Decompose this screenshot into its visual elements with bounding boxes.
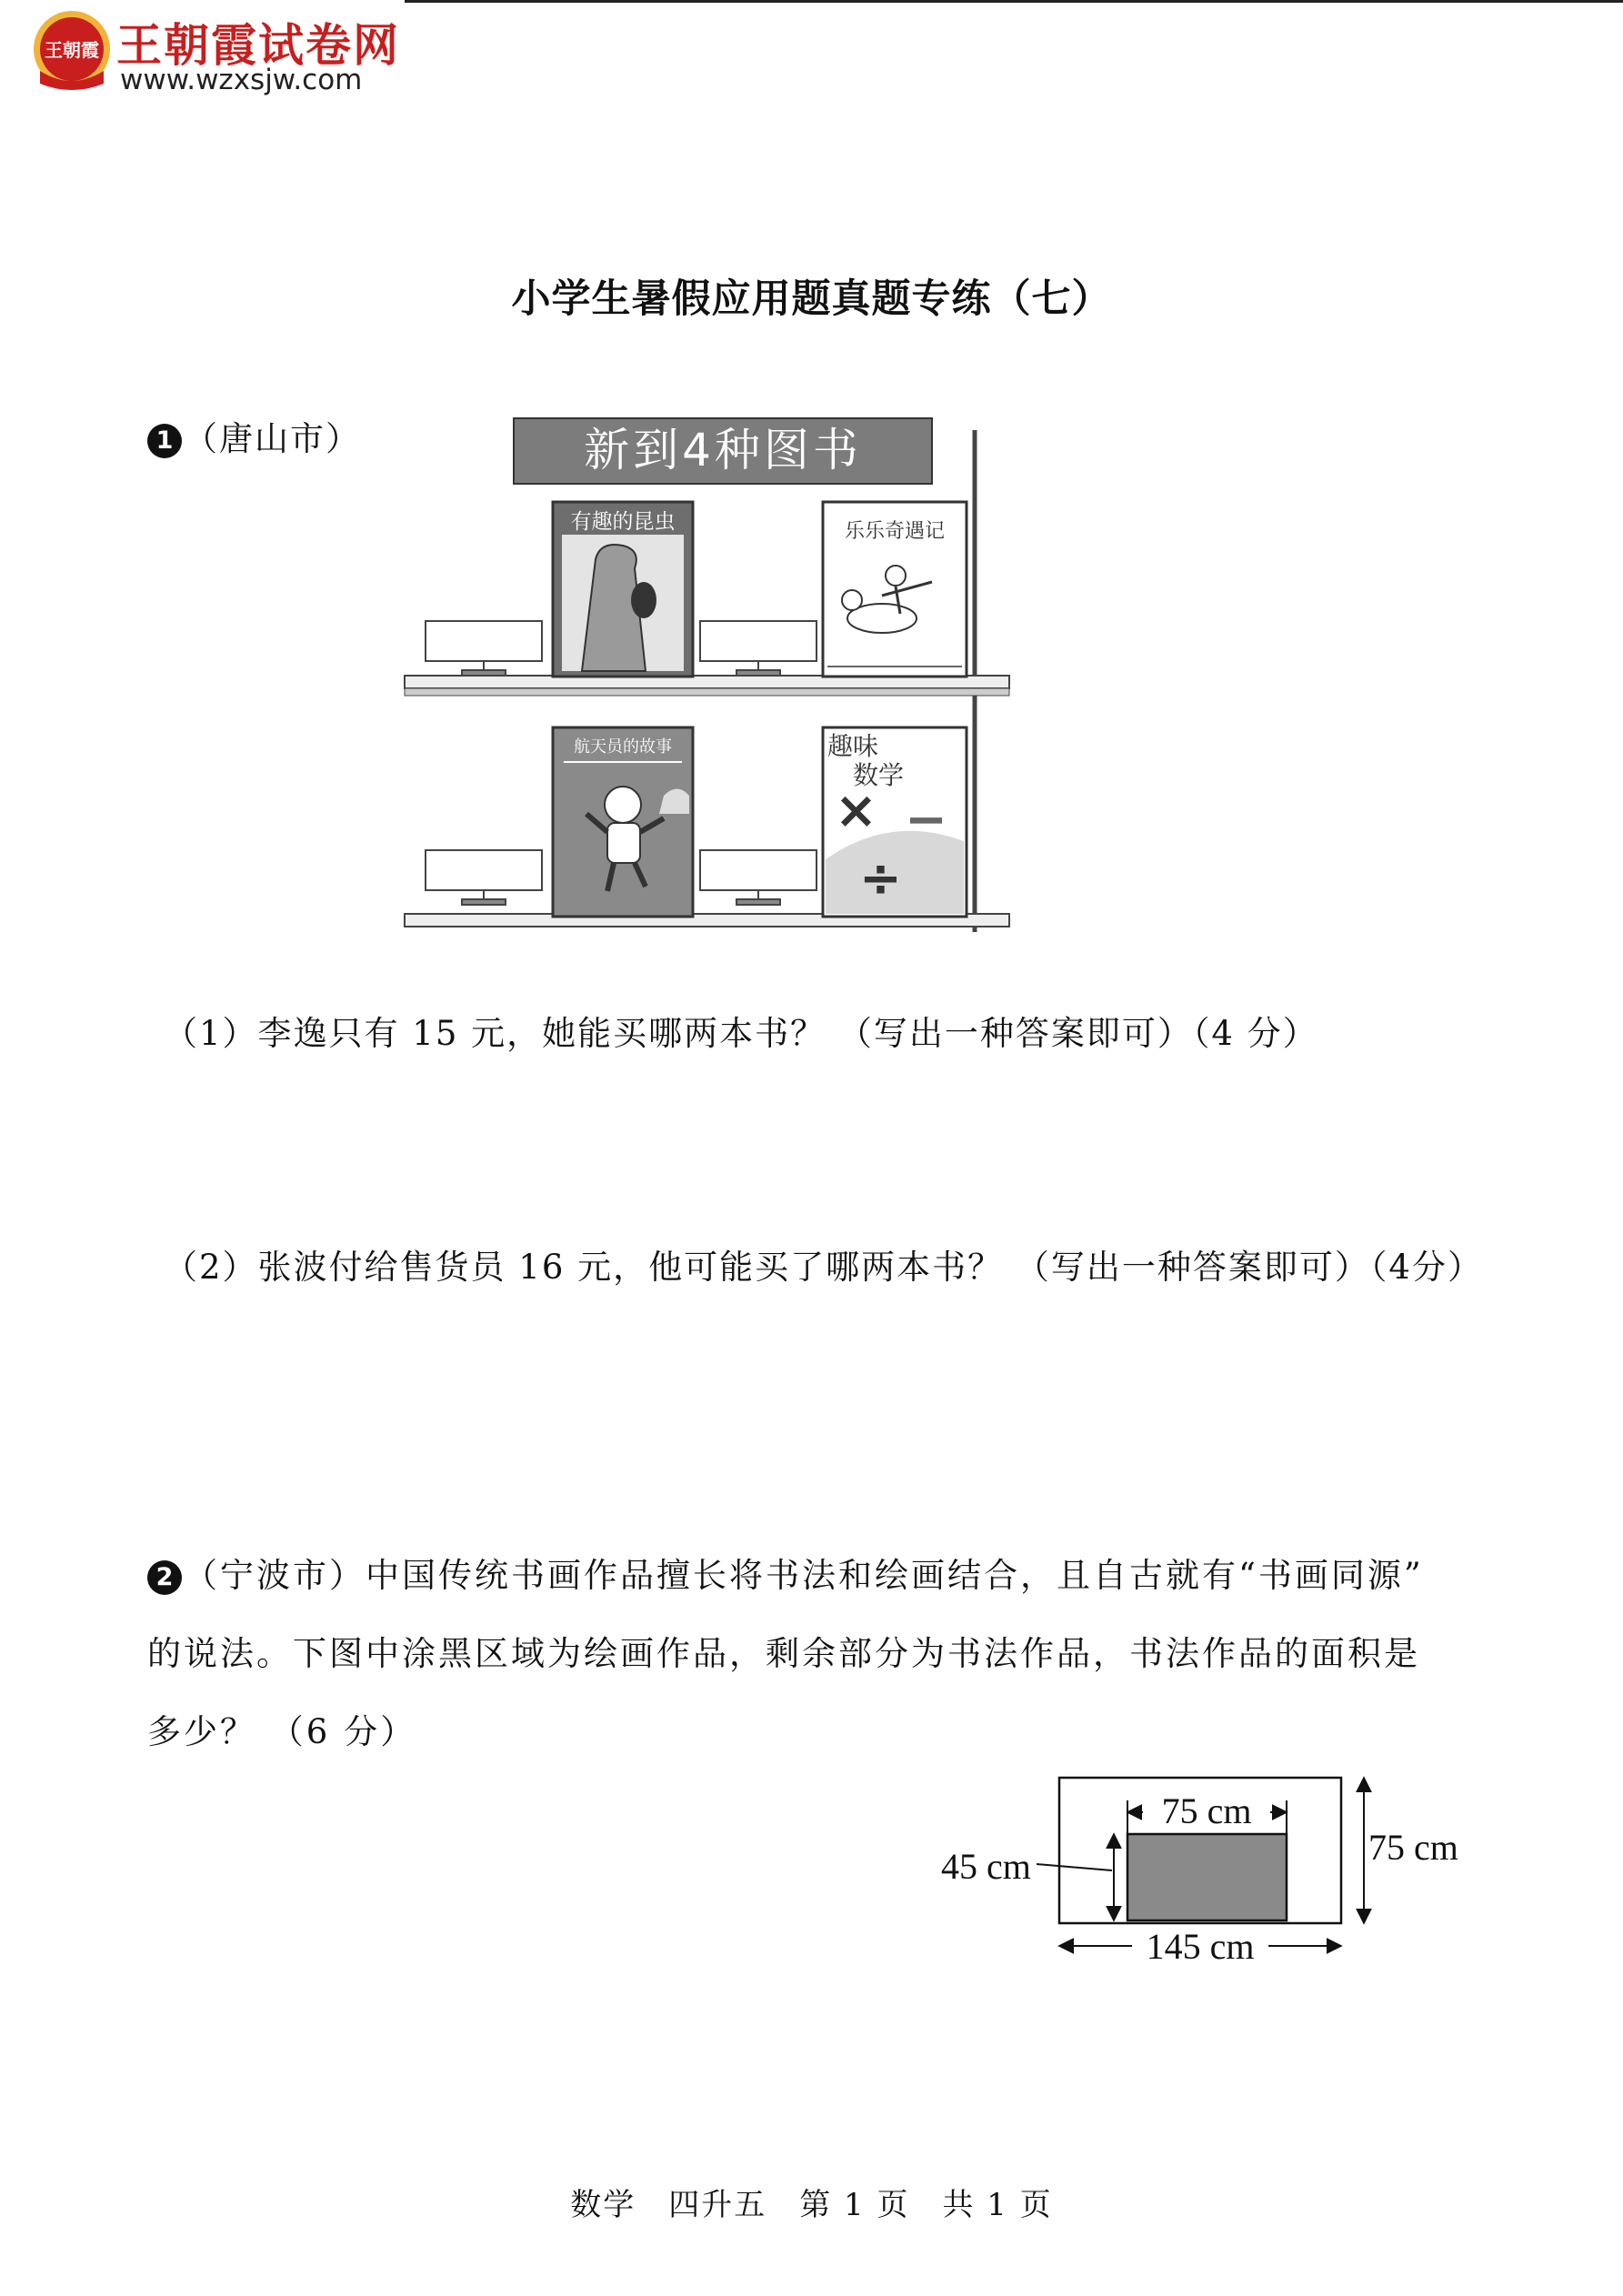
math-divide-symbol: ÷ [859,849,902,908]
math-minus-symbol: − [905,790,947,849]
book-astronaut [553,727,693,917]
question-2-line-3: 多少？ （6 分） [147,1712,417,1751]
logo-badge-icon [27,7,116,96]
banner-text: 新到4种图书 [584,424,862,476]
question-2-line-1: 2 （宁波市）中国传统书画作品擅长将书法和绘画结合，且自古就有“书画同源” [147,1537,1566,1615]
question-2-number: 2 [147,1560,182,1595]
logo-badge-text: 王朝霞 [45,39,99,61]
question-1-number: 1 [147,424,182,458]
question-1-source: （唐山市） [184,419,361,458]
painting-shaded-rect [1127,1834,1287,1920]
page-footer: 数学 四升五 第 1 页 共 1 页 [570,2187,1053,2223]
book-math [823,727,967,917]
book-math-title-1: 趣味 [827,731,879,761]
page-title: 小学生暑假应用题真题专练（七） [511,276,1112,322]
book-shelf-illustration [400,414,1018,941]
inner-width-label: 75 cm [1161,1790,1252,1831]
question-2-text [147,1537,1566,1771]
outer-height-label: 75 cm [1368,1827,1458,1868]
book-insects-title: 有趣的昆虫 [570,510,676,534]
painting-area-diagram [923,1764,1496,1982]
book-astronaut-title: 航天员的故事 [574,737,672,757]
logo-title: 王朝霞试卷网 [116,19,400,72]
book-lele-title: 乐乐奇遇记 [844,520,946,543]
top-rule [405,0,1623,3]
inner-height-label: 45 cm [941,1846,1031,1887]
book-insects [553,502,693,677]
book-math-title-2: 数学 [853,760,905,790]
math-times-symbol: × [835,781,877,840]
book-lele [823,502,967,677]
question-1-part-2: （2）张波付给售货员 16 元，他可能买了哪两本书？ （写出一种答案即可）（4分） [164,1248,1483,1287]
question-1-part-1: （1）李逸只有 15 元，她能买哪两本书？ （写出一种答案即可）（4 分） [164,1014,1318,1053]
question-2-line-2: 的说法。下图中涂黑区域为绘画作品，剩余部分为书法作品，书法作品的面积是 [147,1634,1420,1673]
outer-width-label: 145 cm [1146,1926,1255,1967]
logo-url: www.wzxsjw.com [120,64,363,96]
question-1-header [147,411,361,460]
